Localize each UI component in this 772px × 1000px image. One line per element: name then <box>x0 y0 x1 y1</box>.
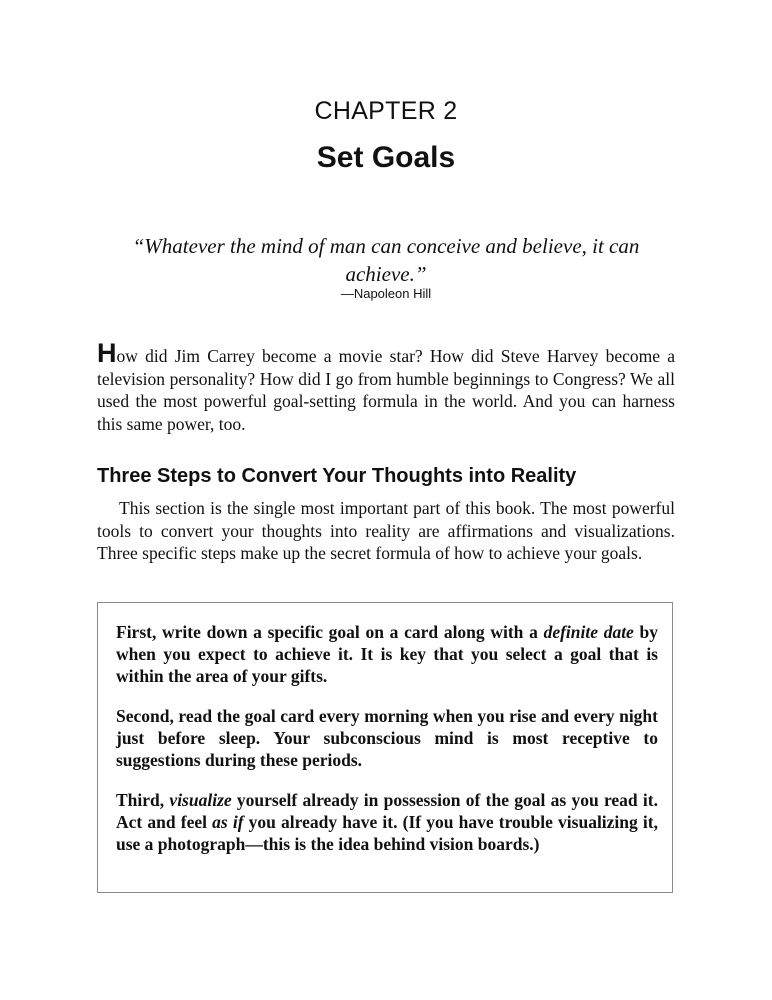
step-third-text-c: you already have it. (If you have trouble visualizing it, use a photograph—this is the idea behind vision boards.) <box>116 811 658 854</box>
drop-cap: H <box>97 338 117 368</box>
step-third <box>116 790 658 855</box>
step-third-emphasis-1: visualize <box>169 790 232 810</box>
step-first-emphasis: definite date <box>543 622 634 642</box>
step-first-text-a: First, write down a specific goal on a card along with a <box>116 622 544 642</box>
step-first-text-b: by when you expect to achieve it. It is key that you select a goal that is within the area of your gifts. <box>116 622 659 686</box>
section-body: This section is the single most important part of this book. The most powerful tools to convert your thoughts into reality are affirmations and visualizations. Three specific steps make up the secret formula of how to achieve your goals. <box>97 498 675 564</box>
step-first <box>116 622 658 687</box>
epigraph-author: —Napoleon Hill <box>340 286 432 301</box>
step-second: Second, read the goal card every morning when you rise and every night just before sleep. Your subconscious mind is most receptive to suggestions during these periods. <box>116 706 658 770</box>
step-third-emphasis-2: as if <box>212 811 244 832</box>
step-third-text-b: yourself already in possession of the goal as you read it. Act and feel <box>116 790 658 832</box>
steps-callout-box <box>97 602 673 893</box>
intro-paragraph <box>97 338 675 435</box>
intro-text: ow did Jim Carrey become a movie star? How did Steve Harvey become a television personality? How did I go from humble beginnings to Congress? We all used the most powerful goal-setting formula in the world. And you can harness this same power, too. <box>97 346 675 434</box>
step-third-text-a: Third, <box>116 790 170 810</box>
section-heading: Three Steps to Convert Your Thoughts into Reality <box>97 465 577 487</box>
chapter-title: Set Goals <box>316 141 456 174</box>
epigraph-quote: “Whatever the mind of man can conceive and believe, it can achieve.” <box>132 234 640 286</box>
chapter-label: CHAPTER 2 <box>314 97 458 125</box>
